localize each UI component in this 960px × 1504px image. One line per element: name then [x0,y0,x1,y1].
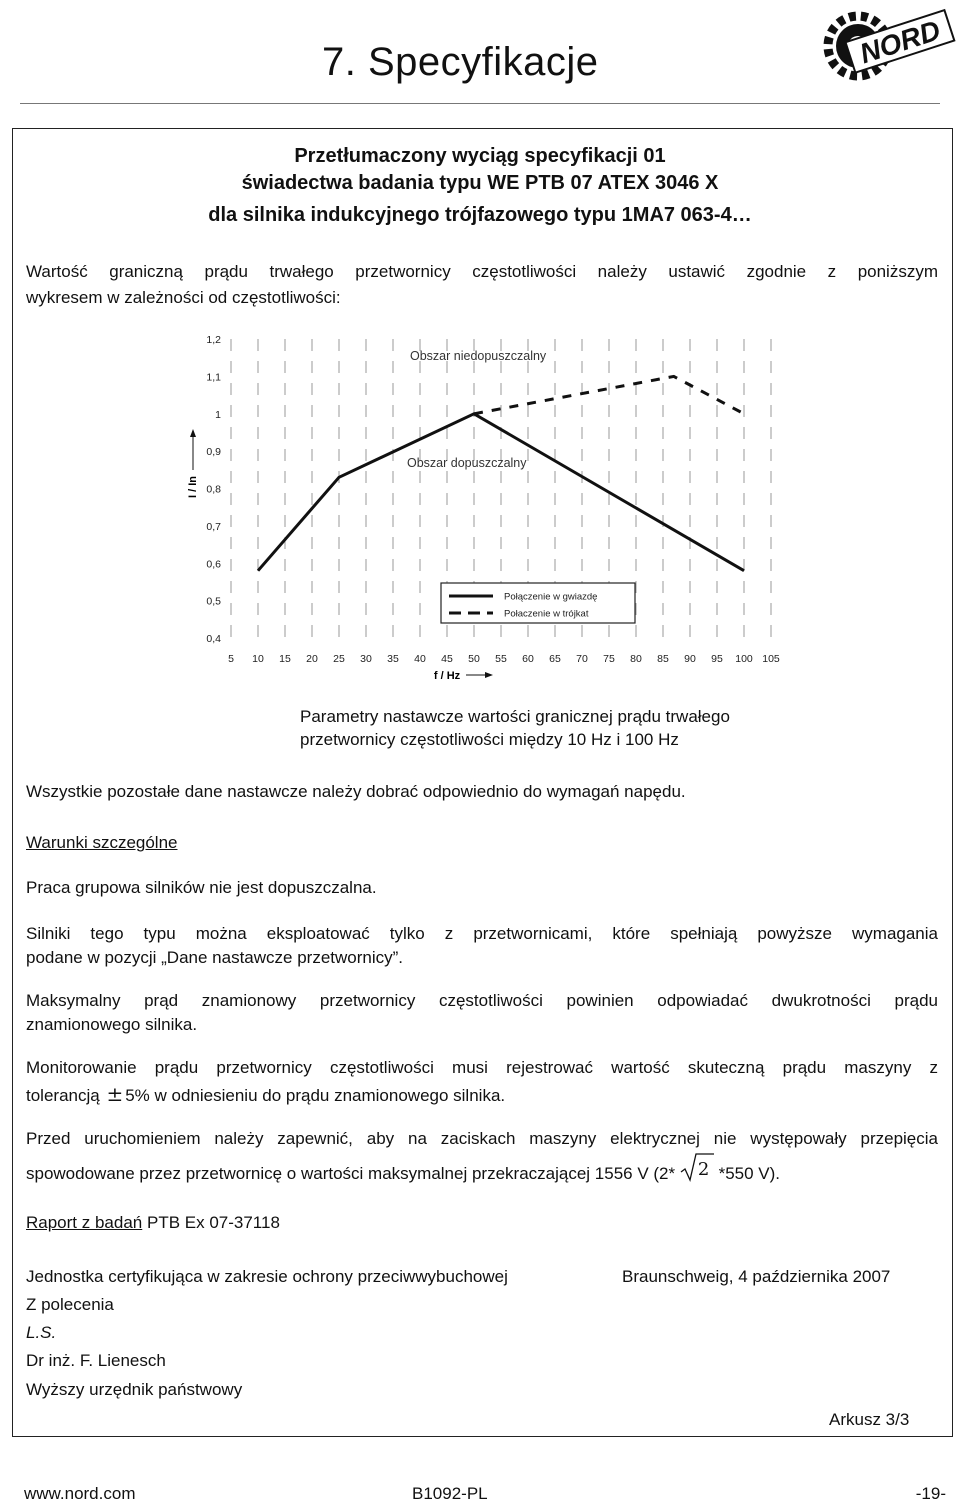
y-tick-0,9: 0,9 [206,446,221,459]
x-tick-55: 55 [495,653,507,665]
intro-line-2: wykresem w zależności od częstotliwości: [26,288,341,307]
monitoring-text-b: 5% w odniesieniu do prądu znamionowego silnika. [125,1086,506,1105]
paragraph-group-operation: Praca grupowa silników nie jest dopuszczalna. [26,878,377,897]
paragraph-monitoring-line-1: Monitorowanie prądu przetwornicy częstotliwości musi rejestrować wartość skuteczną prądu maszyny z [26,1058,938,1077]
y-tick-0,7: 0,7 [206,520,221,533]
paragraph-monitoring-line-2 [26,1082,938,1108]
x-tick-60: 60 [522,653,534,665]
x-tick-40: 40 [414,653,426,665]
nord-logo [818,2,958,82]
sqrt-radicand: 2 [697,1159,710,1180]
y-tick-1,1: 1,1 [206,371,221,384]
overvoltage-text-b: *550 V). [718,1164,781,1183]
y-axis-arrow-head [190,429,196,437]
x-tick-90: 90 [684,653,696,665]
plus-minus-sign: ± [106,1082,124,1106]
chart-caption-line-2: przetwornicy częstotliwości między 10 Hz i 100 Hz [300,730,679,749]
footer-url[interactable]: www.nord.com [24,1484,136,1503]
x-tick-30: 30 [360,653,372,665]
paragraph-motors-line-2: podane w pozycji „Dane nastawcze przetwornicy”. [26,948,404,967]
test-report-label: Raport z badań [26,1213,143,1232]
paragraph-max-current-line-2: znamionowego silnika. [26,1015,198,1034]
y-tick-0,4: 0,4 [206,633,221,645]
monitoring-text-a: tolerancją [26,1086,100,1105]
paragraph-max-current-line-1: Maksymalny prąd znamionowy przetwornicy częstotliwości powinien odpowiadać dwukrotności prądu [26,991,938,1010]
header-rule [20,103,940,104]
sheet-number: Arkusz 3/3 [829,1410,910,1429]
heading-line-2: świadectwa badania typu WE PTB 07 ATEX 3046 X [241,172,719,194]
page-title: 7. Specyfikacje [322,40,599,84]
square-root-symbol [680,1158,714,1184]
test-report [26,1211,938,1235]
paragraph-overvoltage-line-2 [26,1158,938,1186]
y-tick-1,2: 1,2 [206,334,221,346]
paragraph-overvoltage-line-1: Przed uruchomieniem należy zapewnić, aby na zaciskach maszyny elektrycznej nie występowały przepięcia [26,1129,938,1148]
x-tick-25: 25 [333,653,345,665]
special-conditions-heading: Warunki szczególne [26,833,178,852]
overvoltage-text-a: spowodowane przez przetwornicę o wartości maksymalnej przekraczającej 1556 V (2* [26,1164,676,1183]
y-tick-0,6: 0,6 [206,558,221,571]
seal-ls: L.S. [26,1323,57,1342]
x-tick-70: 70 [576,653,588,665]
footer-page-number: -19- [915,1484,946,1503]
chart-caption-line-1: Parametry nastawcze wartości granicznej prądu trwałego [300,707,730,726]
x-tick-20: 20 [306,653,318,665]
x-axis-label: f / Hz [433,670,461,682]
x-tick-45: 45 [441,653,453,665]
x-tick-50: 50 [468,653,480,665]
x-tick-85: 85 [657,653,669,665]
legend-label-star: Połączenie w gwiazdę [504,591,598,603]
signatory-name: Dr inż. F. Lienesch [26,1351,166,1370]
heading-line-3: dla silnika indukcyjnego trójfazowego typu 1MA7 063-4… [208,204,752,226]
intro-line-1: Wartość graniczną prądu trwałego przetwornicy częstotliwości należy ustawić zgodnie z poniższym [26,262,938,281]
paragraph-motors-line-1: Silniki tego typu można eksploatować tylko z przetwornicami, które spełniają powyższe wymagania [26,924,938,943]
region-permitted-label: Obszar dopuszczalny [407,456,527,470]
signatory-position: Wyższy urzędnik państwowy [26,1380,243,1399]
x-tick-95: 95 [711,653,723,665]
certification-body: Jednostka certyfikująca w zakresie ochrony przeciwwybuchowej [26,1267,508,1286]
x-tick-35: 35 [387,653,399,665]
x-tick-15: 15 [279,653,291,665]
chart-caption [300,705,730,751]
x-tick-105: 105 [762,653,780,665]
heading-line-1: Przetłumaczony wyciąg specyfikacji 01 [294,145,666,167]
x-axis-arrow-head [485,672,493,678]
test-report-number: PTB Ex 07-37118 [146,1213,280,1232]
region-not-permitted-label: Obszar niedopuszczalny [410,349,547,363]
x-tick-10: 10 [252,653,264,665]
y-tick-0,5: 0,5 [206,595,221,608]
place-and-date: Braunschweig, 4 października 2007 [622,1267,891,1286]
by-order: Z polecenia [26,1295,114,1314]
paragraph-all-other-data: Wszystkie pozostałe dane nastawcze należy dobrać odpowiednio do wymagań napędu. [26,782,686,801]
y-axis-label: I / In [187,476,199,498]
x-tick-80: 80 [630,653,642,665]
footer-document-code: B1092-PL [412,1484,488,1503]
legend-label-delta: Połaczenie w trójkat [504,608,589,620]
x-tick-100: 100 [735,653,753,665]
svg-text:NORD: NORD [856,14,945,70]
y-tick-1: 1 [215,408,221,421]
y-tick-0,8: 0,8 [206,483,221,496]
x-tick-65: 65 [549,653,561,665]
current-limit-chart [0,320,960,690]
x-tick-5: 5 [228,653,234,665]
x-tick-75: 75 [603,653,615,665]
